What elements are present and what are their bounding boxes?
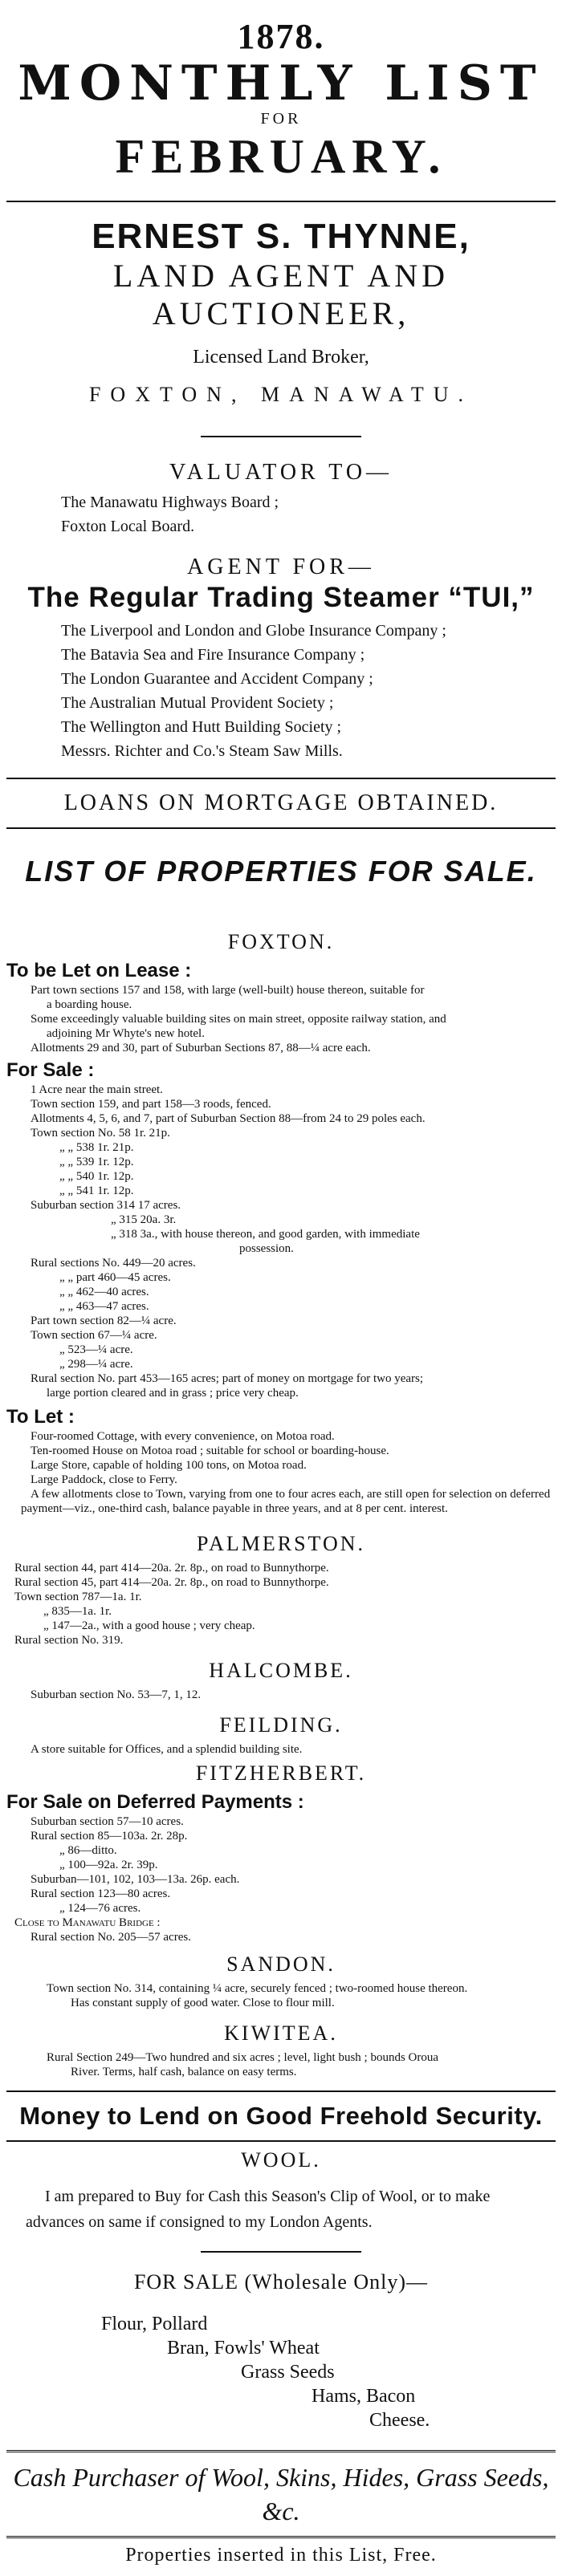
- let-list: [6, 1429, 556, 1487]
- list-item: large portion cleared and in grass ; price very cheap.: [47, 1387, 299, 1400]
- list-item: Part town sections 157 and 158, with large (well-built) house thereon, suitable for: [31, 984, 425, 997]
- list-item: „ „ part 460—45 acres.: [59, 1271, 171, 1284]
- list-item: Rural Section 249—Two hundred and six acres ; level, light bush ; bounds Oroua: [47, 2051, 439, 2064]
- agent-role: LAND AGENT AND AUCTIONEER,: [112, 258, 450, 331]
- list-item: River. Terms, half cash, balance on easy terms.: [71, 2066, 297, 2078]
- list-item: Town section 67—¼ acre.: [31, 1329, 157, 1342]
- agent-licensed: Licensed Land Broker,: [193, 347, 369, 368]
- list-item: „ 315 20a. 3r.: [111, 1213, 177, 1226]
- list-item: Suburban section 57—10 acres.: [31, 1815, 184, 1828]
- list-item: Rural section 44, part 414—20a. 2r. 8p., on road to Bunnythorpe.: [14, 1562, 329, 1574]
- list-item: Hams, Bacon: [312, 2386, 416, 2407]
- list-item: Flour, Pollard: [101, 2314, 208, 2334]
- town-foxton: FOXTON.: [227, 930, 335, 953]
- loans-banner: LOANS ON MORTGAGE OBTAINED.: [63, 790, 499, 815]
- list-item: The Manawatu Highways Board ;: [61, 494, 279, 511]
- list-item: Rural section 123—80 acres.: [31, 1887, 171, 1900]
- list-item: Allotments 4, 5, 6, and 7, part of Suburban Section 88—from 24 to 29 poles each.: [31, 1112, 426, 1125]
- list-item: Messrs. Richter and Co.'s Steam Saw Mills.: [61, 742, 343, 760]
- list-item: „ „ 539 1r. 12p.: [59, 1156, 134, 1168]
- list-item: „ 523—¼ acre.: [59, 1343, 133, 1356]
- list-item: possession.: [239, 1242, 294, 1255]
- list-item: „ 100—92a. 2r. 39p.: [59, 1859, 158, 1871]
- town-halcombe: HALCOMBE.: [209, 1659, 353, 1682]
- agent-for-list: [6, 619, 556, 778]
- cash-purchaser: Cash Purchaser of Wool, Skins, Hides, Grass Seeds, &c.: [13, 2463, 549, 2525]
- list-item: „ „ 538 1r. 21p.: [59, 1141, 134, 1154]
- list-item: The Liverpool and London and Globe Insurance Company ;: [61, 622, 446, 640]
- list-item: Part town section 82—¼ acre.: [31, 1314, 177, 1327]
- halcombe-list: [6, 1688, 556, 1702]
- agent-address: FOXTON, MANAWATU.: [88, 383, 474, 406]
- lease-heading: To be Let on Lease :: [6, 960, 192, 981]
- list-item: Allotments 29 and 30, part of Suburban Sections 87, 88—¼ acre each.: [31, 1042, 371, 1054]
- list-item: Bran, Fowls' Wheat: [167, 2338, 320, 2359]
- lease-list: [6, 983, 556, 1055]
- footer-note: Properties inserted in this List, Free.: [125, 2545, 437, 2566]
- list-item: „ 318 3a., with house thereon, and good garden, with immediate: [111, 1228, 420, 1241]
- list-item: Grass Seeds: [241, 2362, 335, 2383]
- town-kiwitea: KIWITEA.: [224, 2021, 338, 2045]
- list-item: „ 835—1a. 1r.: [43, 1605, 112, 1618]
- sale-heading: For Sale :: [6, 1059, 95, 1081]
- list-item: Ten-roomed House on Motoa road ; suitable for school or boarding-house.: [31, 1444, 389, 1457]
- list-item: Has constant supply of good water. Close to flour mill.: [71, 1997, 335, 2009]
- town-palmerston: PALMERSTON.: [197, 1532, 365, 1555]
- list-title: LIST OF PROPERTIES FOR SALE.: [25, 855, 537, 888]
- kiwitea-list: [6, 2050, 556, 2090]
- let-heading: To Let :: [6, 1406, 75, 1428]
- list-item: Rural section No. 205—57 acres.: [31, 1931, 191, 1944]
- list-item: Close to Manawatu Bridge :: [14, 1916, 161, 1929]
- list-item: The London Guarantee and Accident Company ;: [61, 670, 373, 688]
- money-to-lend: Money to Lend on Good Freehold Security.: [19, 2102, 543, 2130]
- list-item: Cheese.: [369, 2410, 430, 2431]
- palmerston-list: [6, 1561, 556, 1648]
- list-item: The Australian Mutual Provident Society ;: [61, 694, 334, 712]
- list-item: A store suitable for Offices, and a splendid building site.: [31, 1743, 303, 1756]
- wool-text: I am prepared to Buy for Cash this Season's Clip of Wool, or to make advances on same if consigned to my London Agents.: [26, 2188, 491, 2231]
- wholesale-heading: FOR SALE (Wholesale Only)—: [133, 2270, 429, 2294]
- list-item: Town section 787—1a. 1r.: [14, 1591, 142, 1603]
- deferred-heading: For Sale on Deferred Payments :: [6, 1791, 304, 1813]
- list-item: „ 86—ditto.: [59, 1844, 117, 1857]
- valuator-list: [6, 486, 556, 546]
- list-item: „ „ 540 1r. 12p.: [59, 1170, 134, 1183]
- list-item: The Batavia Sea and Fire Insurance Company ;: [61, 646, 365, 664]
- list-item: „ „ 462—40 acres.: [59, 1286, 149, 1298]
- town-fitzherbert: FITZHERBERT.: [195, 1761, 367, 1785]
- title: MONTHLY LIST: [18, 55, 544, 112]
- for-label: FOR: [260, 110, 302, 128]
- list-item: Rural section No. 319.: [14, 1634, 124, 1647]
- wholesale-list: [6, 2312, 556, 2450]
- list-item: Suburban section 314 17 acres.: [31, 1199, 181, 1212]
- agent-for-heading: AGENT FOR—: [187, 555, 375, 579]
- list-item: Rural section 45, part 414—20a. 2r. 8p., on road to Bunnythorpe.: [14, 1576, 329, 1589]
- sale-list: [6, 1083, 556, 1400]
- document-page: [6, 0, 556, 2573]
- list-item: Town section No. 58 1r. 21p.: [31, 1127, 170, 1140]
- town-sandon: SANDON.: [226, 1952, 336, 1976]
- list-item: „ 147—2a., with a good house ; very cheap.: [43, 1619, 255, 1632]
- list-item: „ „ 541 1r. 12p.: [59, 1184, 134, 1197]
- wool-heading: WOOL.: [241, 2148, 321, 2172]
- list-item: Large Paddock, close to Ferry.: [31, 1473, 177, 1486]
- list-item: Large Store, capable of holding 100 tons, on Motoa road.: [31, 1459, 307, 1472]
- list-item: Foxton Local Board.: [61, 518, 195, 535]
- list-item: 1 Acre near the main street.: [31, 1083, 163, 1096]
- fitzherbert-list: [6, 1814, 556, 1944]
- list-item: Some exceedingly valuable building sites on main street, opposite railway station, and: [31, 1013, 446, 1026]
- list-item: Rural section 85—103a. 2r. 28p.: [31, 1830, 188, 1843]
- list-item: „ „ 463—47 acres.: [59, 1300, 149, 1313]
- list-item: Suburban section No. 53—7, 1, 12.: [31, 1688, 202, 1701]
- steamer-name: The Regular Trading Steamer “TUI,”: [27, 582, 535, 613]
- year: 1878.: [237, 17, 325, 56]
- list-item: Rural section No. part 453—165 acres; part of money on mortgage for two years;: [31, 1372, 424, 1385]
- list-item: The Wellington and Hutt Building Society ;: [61, 718, 342, 736]
- list-item: Town section 159, and part 158—3 roods, fenced.: [31, 1098, 271, 1111]
- list-item: Rural sections No. 449—20 acres.: [31, 1257, 196, 1270]
- list-item: a boarding house.: [47, 998, 132, 1011]
- deferred-paragraph: A few allotments close to Town, varying from one to four acres each, are still open for selection on deferred payment—viz., one-third cash, balance payable in three years, and at 8 per cent. interest.: [21, 1488, 551, 1515]
- list-item: Four-roomed Cottage, with every convenience, on Motoa road.: [31, 1430, 335, 1443]
- list-item: „ 298—¼ acre.: [59, 1358, 133, 1371]
- month: FEBRUARY.: [115, 130, 447, 183]
- list-item: „ 124—76 acres.: [59, 1902, 141, 1915]
- list-item: Suburban—101, 102, 103—13a. 26p. each.: [31, 1873, 240, 1886]
- town-feilding: FEILDING.: [219, 1713, 343, 1737]
- agent-name: ERNEST S. THYNNE,: [92, 217, 470, 256]
- feilding-list: [6, 1742, 556, 1757]
- sandon-list: [6, 1981, 556, 2010]
- list-item: Town section No. 314, containing ¼ acre, securely fenced ; two-roomed house thereon.: [47, 1982, 468, 1995]
- list-item: adjoining Mr Whyte's new hotel.: [47, 1027, 205, 1040]
- valuator-heading: VALUATOR TO—: [169, 460, 393, 485]
